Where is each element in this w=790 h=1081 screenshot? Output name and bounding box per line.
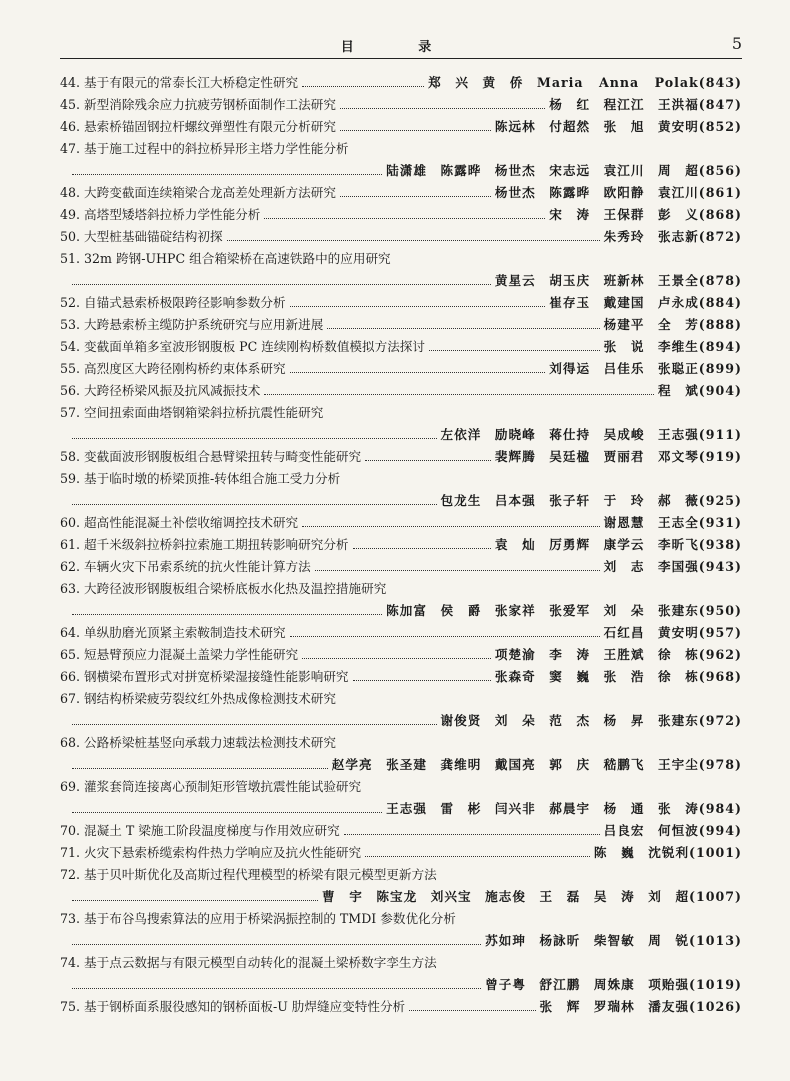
entry-authors: 谢恩慧 王志全(931) [603,515,742,530]
table-of-contents [60,72,742,1018]
entry-authors: 谢俊贤 刘 朵 范 杰 杨 昇 张建东(972) [440,713,742,728]
entry-authors: 裴辉腾 吴廷楹 贾丽君 邓文琴(919) [494,449,742,464]
leader-dots [365,848,590,857]
toc-entry [60,446,742,468]
entry-authors: 曾子粤 舒江鹏 周姝康 项贻强(1019) [485,977,742,992]
entry-title: 56. 大跨径桥梁风振及抗风减振技术 [60,383,261,398]
entry-authors: 曹 宇 陈宝龙 刘兴宝 施志俊 王 磊 吴 涛 刘 超(1007) [322,889,742,904]
entry-title: 44. 基于有限元的常泰长江大桥稳定性研究 [60,75,299,90]
entry-authors: 刘 志 李国强(943) [603,559,742,574]
entry-title: 55. 高烈度区大跨径刚构桥约束体系研究 [60,361,286,376]
toc-entry [60,94,742,116]
leader-dots [302,518,599,527]
toc-entry [60,666,742,688]
entry-authors: 陈 巍 沈锐利(1001) [593,845,742,860]
entry-authors: 王志强 雷 彬 闫兴非 郝晨宇 杨 通 张 涛(984) [386,801,742,816]
leader-dots [72,980,481,989]
leader-dots [264,210,545,219]
entry-title: 47. 基于施工过程中的斜拉桥异形主塔力学性能分析 [60,141,349,156]
entry-authors: 陈远林 付超然 张 旭 黄安明(852) [494,119,742,134]
entry-title: 69. 灌浆套筒连接离心预制矩形管墩抗震性能试验研究 [60,779,362,794]
leader-dots [72,804,382,813]
leader-dots [227,232,600,241]
toc-entry [60,248,742,292]
toc-entry [60,952,742,996]
entry-authors: 苏如珅 杨詠昕 柴智敏 周 锐(1013) [485,933,742,948]
toc-entry [60,622,742,644]
entry-title: 53. 大跨悬索桥主缆防护系统研究与应用新进展 [60,317,324,332]
toc-entry [60,468,742,512]
toc-entry [60,292,742,314]
leader-dots [315,562,600,571]
entry-title: 63. 大跨径波形钢腹板组合梁桥底板水化热及温控措施研究 [60,581,387,596]
leader-dots [365,452,491,461]
toc-entry [60,72,742,94]
entry-authors: 程 斌(904) [658,383,742,398]
toc-entry [60,204,742,226]
entry-title: 71. 火灾下悬索桥缆索构件热力学响应及抗火性能研究 [60,845,362,860]
leader-dots [302,650,491,659]
toc-entry [60,776,742,820]
entry-authors: 刘得运 吕佳乐 张聪正(899) [549,361,742,376]
leader-dots [72,716,437,725]
entry-authors: 杨 红 程江江 王洪福(847) [549,97,742,112]
entry-title: 61. 超千米级斜拉桥斜拉索施工期扭转影响研究分析 [60,537,349,552]
leader-dots [327,320,599,329]
toc-entry [60,578,742,622]
entry-authors: 赵学亮 张圣建 龚维明 戴国亮 郭 庆 嵇鹏飞 王宇尘(978) [331,757,742,772]
entry-authors: 张 辉 罗瑞林 潘友强(1026) [539,999,742,1014]
entry-authors: 包龙生 吕本强 张子轩 于 玲 郝 薇(925) [440,493,742,508]
toc-entry [60,116,742,138]
leader-dots [290,628,600,637]
toc-entry [60,226,742,248]
leader-dots [429,342,600,351]
leader-dots [344,826,600,835]
entry-title: 70. 混凝土 T 梁施工阶段温度梯度与作用效应研究 [60,823,340,838]
entry-title: 54. 变截面单箱多室波形钢腹板 PC 连续刚构桥数值模拟方法探讨 [60,339,425,354]
toc-entry [60,644,742,666]
entry-title: 52. 自锚式悬索桥极限跨径影响参数分析 [60,295,286,310]
entry-authors: 左依洋 励晓峰 蒋仕持 吴成峻 王志强(911) [440,427,742,442]
entry-title: 57. 空间扭索面曲塔钢箱梁斜拉桥抗震性能研究 [60,405,324,420]
toc-entry [60,820,742,842]
leader-dots [302,78,424,87]
leader-dots [409,1002,535,1011]
entry-authors: 张森奇 窦 巍 张 浩 徐 栋(968) [494,669,742,684]
entry-authors: 杨建平 全 芳(888) [603,317,742,332]
entry-authors: 石红昌 黄安明(957) [603,625,742,640]
leader-dots [72,606,382,615]
entry-authors: 张 说 李维生(894) [603,339,742,354]
leader-dots [340,188,491,197]
toc-entry [60,732,742,776]
entry-title: 58. 变截面波形钢腹板组合悬臂梁扭转与畸变性能研究 [60,449,362,464]
leader-dots [72,166,382,175]
toc-entry [60,688,742,732]
leader-dots [264,386,654,395]
toc-entry [60,512,742,534]
toc-entry [60,314,742,336]
leader-dots [290,298,546,307]
entry-authors: 黄星云 胡玉庆 班新林 王景全(878) [494,273,742,288]
leader-dots [72,760,328,769]
entry-title: 67. 钢结构桥梁疲劳裂纹红外热成像检测技术研究 [60,691,336,706]
page-header [60,34,742,59]
toc-entry [60,842,742,864]
header-title: 目 录 [340,40,462,55]
leader-dots [72,496,437,505]
entry-title: 64. 单纵肋磨光顶紧主索鞍制造技术研究 [60,625,286,640]
entry-title: 66. 钢横梁布置形式对拼宽桥梁湿接缝性能影响研究 [60,669,349,684]
entry-title: 74. 基于点云数据与有限元模型自动转化的混凝土梁桥数字孪生方法 [60,955,437,970]
entry-title: 60. 超高性能混凝土补偿收缩调控技术研究 [60,515,299,530]
entry-authors: 宋 涛 王保群 彭 义(868) [549,207,742,222]
entry-authors: 项楚渝 李 涛 王胜斌 徐 栋(962) [494,647,742,662]
leader-dots [72,892,318,901]
entry-title: 59. 基于临时墩的桥梁顶推-转体组合施工受力分析 [60,471,341,486]
entry-title: 49. 高塔型矮塔斜拉桥力学性能分析 [60,207,261,222]
leader-dots [72,276,491,285]
toc-entry [60,864,742,908]
toc-entry [60,138,742,182]
entry-title: 45. 新型消除残余应力抗疲劳钢桥面制作工法研究 [60,97,336,112]
toc-entry [60,556,742,578]
entry-title: 62. 车辆火灾下吊索系统的抗火性能计算方法 [60,559,311,574]
toc-entry [60,336,742,358]
entry-title: 68. 公路桥梁桩基竖向承载力速载法检测技术研究 [60,735,336,750]
toc-entry [60,358,742,380]
leader-dots [340,122,491,131]
entry-title: 73. 基于布谷鸟搜索算法的应用于桥梁涡振控制的 TMDI 参数优化分析 [60,911,456,926]
entry-authors: 杨世杰 陈露晔 欧阳静 袁江川(861) [494,185,742,200]
toc-entry [60,996,742,1018]
entry-title: 48. 大跨变截面连续箱梁合龙高差处理新方法研究 [60,185,336,200]
entry-authors: 郑 兴 黄 侨 Maria Anna Polak(843) [428,75,742,90]
toc-entry [60,380,742,402]
entry-authors: 陆潇雄 陈露晔 杨世杰 宋志远 袁江川 周 超(856) [386,163,742,178]
entry-title: 46. 悬索桥锚固钢拉杆螺纹弹塑性有限元分析研究 [60,119,336,134]
leader-dots [353,540,491,549]
leader-dots [353,672,491,681]
leader-dots [72,936,481,945]
entry-title: 72. 基于贝叶斯优化及高斯过程代理模型的桥梁有限元模型更新方法 [60,867,437,882]
toc-entry [60,182,742,204]
toc-entry [60,908,742,952]
entry-title: 65. 短悬臂预应力混凝土盖梁力学性能研究 [60,647,299,662]
entry-authors: 崔存玉 戴建国 卢永成(884) [549,295,742,310]
leader-dots [340,100,545,109]
leader-dots [72,430,437,439]
leader-dots [290,364,546,373]
entry-authors: 吕良宏 何恒波(994) [603,823,742,838]
entry-authors: 陈加富 侯 爵 张家祥 张爱军 刘 朵 张建东(950) [386,603,742,618]
toc-entry [60,534,742,556]
entry-title: 51. 32m 跨钢-UHPC 组合箱梁桥在高速铁路中的应用研究 [60,251,391,266]
entry-authors: 朱秀玲 张志新(872) [603,229,742,244]
entry-authors: 袁 灿 厉勇辉 康学云 李昕飞(938) [494,537,742,552]
page-number: 5 [731,34,742,53]
toc-entry [60,402,742,446]
entry-title: 50. 大型桩基础锚碇结构初探 [60,229,223,244]
entry-title: 75. 基于钢桥面系服役感知的钢桥面板-U 肋焊缝应变特性分析 [60,999,406,1014]
